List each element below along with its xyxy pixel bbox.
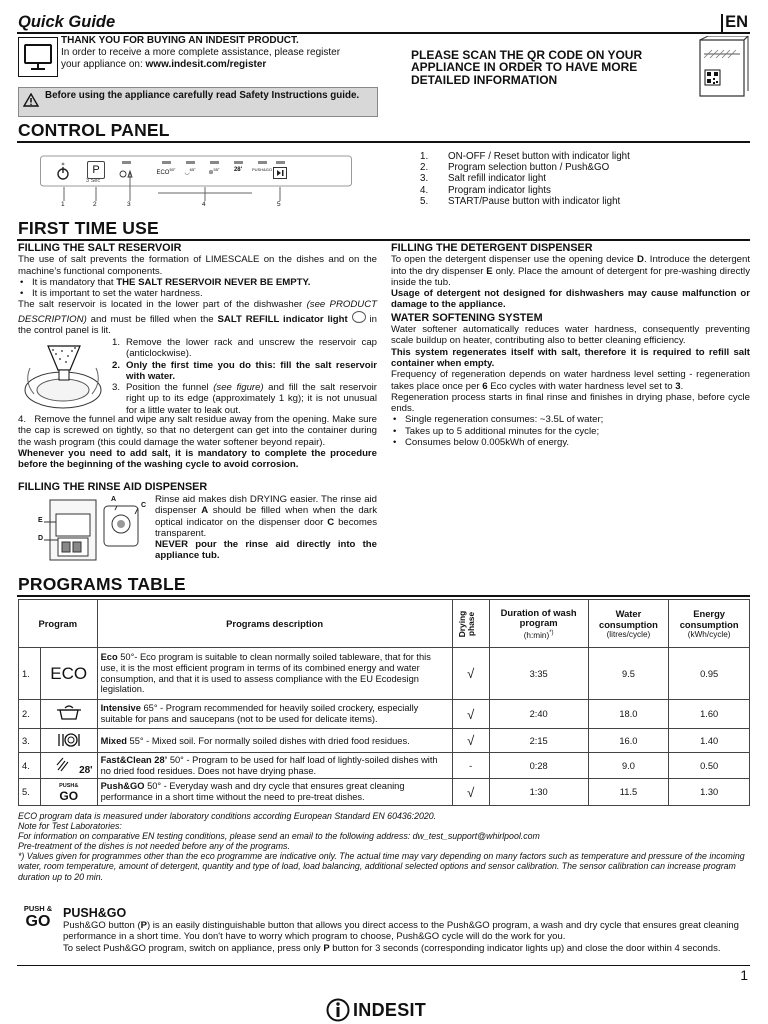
callout-2: 2 (93, 201, 97, 208)
qr-code-icon (694, 36, 750, 98)
row-energy: 1.60 (669, 700, 750, 729)
salt-bullet-1: • It is mandatory that THE SALT RESERVOIR NEVER BE EMPTY. (18, 277, 377, 288)
pushgo-title: PUSH&GO (63, 906, 127, 920)
rinse-section-title-wrap (18, 482, 377, 493)
thanks-block (61, 35, 391, 71)
program-light-intensive (178, 161, 202, 176)
row-description: Push&GO 50° - Everyday wash and dry cycle that ensures great cleaning performance in a short time without the need to pre-treat dishes. (97, 779, 452, 806)
row-drying: - (452, 753, 489, 779)
indesit-logo-icon (326, 998, 350, 1022)
mixed-temp: 55° (213, 167, 220, 172)
softening-bullets (391, 414, 750, 448)
row-water: 18.0 (588, 700, 669, 729)
row-number: 3. (19, 729, 41, 753)
pushgo-mini-label: PUSH&GO (251, 167, 272, 172)
safety-warning (18, 87, 378, 117)
footer-rule (17, 965, 750, 966)
legend-item: 3. Salt refill indicator light (420, 173, 547, 185)
salt-step-4: 4. Remove the funnel and wipe any salt residue away from the opening. Make sure the cap is screwed on tightly, so that no detergent can get into the container during the wash program (this could damage the water softener beyond repair). (18, 414, 378, 448)
safety-warning-text: Before using the appliance carefully read Safety Instructions guide. (45, 90, 360, 101)
softening-title: WATER SOFTENING SYSTEM (391, 311, 543, 324)
register-link[interactable]: www.indesit.com/register (145, 59, 267, 70)
row-description: Intensive 65° - Program recommended for heavily soiled crockery, especially suitable for pans and saucepans (not to be used for delicate items). (97, 700, 452, 729)
row-number: 1. (19, 648, 41, 700)
register-computer-icon (18, 37, 58, 77)
header-rule (17, 32, 750, 34)
power-icon (53, 162, 73, 182)
programs-rule (17, 595, 750, 597)
eco-label: ECO (156, 170, 170, 176)
softening-bold: This system regenerates itself with salt, therefore it is required to refill salt container when empty. (391, 346, 750, 369)
row-energy: 0.95 (669, 648, 750, 700)
col-duration: Duration of wash program (h:min)*) (489, 600, 588, 648)
row-description: Mixed 55° - Mixed soil. For normally soiled dishes with dried food residues. (97, 729, 452, 753)
indesit-logo (326, 997, 426, 1023)
fast-clean-icon: 28' (40, 753, 97, 779)
row-duration: 2:40 (489, 700, 588, 729)
table-row (19, 779, 750, 806)
rinse-never: NEVER pour the rinse aid directly into the appliance tub. (155, 539, 377, 562)
legend-item: 1. ON-OFF / Reset button with indicator light (420, 151, 630, 162)
first-use-title: FIRST TIME USE (18, 218, 159, 238)
start-pause-icon (273, 167, 287, 179)
language-code: EN (725, 13, 748, 31)
row-water: 9.0 (588, 753, 669, 779)
hold-3-sec-label: 3 Sec (86, 178, 101, 184)
detergent-section (391, 243, 750, 448)
col-water: Water consumption (litres/cycle) (588, 600, 669, 648)
col-program: Program (19, 600, 98, 648)
figure-label-c: C (141, 502, 147, 509)
salt-refill-icon (117, 169, 135, 178)
fast-clean-mini: 28' (233, 167, 243, 173)
row-description: Fast&Clean 28’ 50° - Program to be used for half load of lightly-soiled dishes with no dried food residues. Does not have drying phase. (97, 753, 452, 779)
footnote: ECO program data is measured under laboratory conditions according European Standard EN 60436:2020. (18, 811, 437, 821)
salt-location: The salt reservoir is located in the lower part of the dishwasher (see PRODUCT DESCRIPTION) and must be filled when the SALT REFILL indicator light in the control panel is lit. (18, 299, 377, 337)
row-energy: 1.40 (669, 729, 750, 753)
power-button[interactable] (53, 162, 73, 182)
row-number: 4. (19, 753, 41, 779)
program-select-button[interactable]: P (87, 161, 105, 179)
row-drying: √ (452, 700, 489, 729)
softening-text-2: Frequency of regeneration depends on water hardness level setting - regeneration takes place once per 6 Eco cycles with water hardness level set to 3. (391, 369, 750, 392)
row-duration: 2:15 (489, 729, 588, 753)
salt-warning: Whenever you need to add salt, it is mandatory to complete the procedure before the beginning of the washing cycle to avoid corrosion. (18, 447, 377, 471)
table-row (19, 753, 750, 779)
first-use-rule (17, 239, 750, 241)
eco-temp: 50° (169, 167, 176, 172)
control-panel-legend (420, 151, 740, 207)
row-water: 11.5 (588, 779, 669, 806)
salt-step-3: 3. Position the funnel (see figure) and fill the salt reservoir right up to its edge (approximately 1 kg); it is not unusual for a little water to leak out. (112, 382, 377, 416)
program-light-eco (154, 161, 178, 176)
row-duration: 3:35 (489, 648, 588, 700)
rinse-text (155, 494, 377, 562)
salt-bullets (18, 277, 377, 300)
pushgo-instruction: To select Push&GO program, switch on appliance, press only P button for 3 seconds (corresponding indicator lights up) and close the door within 4 seconds. (63, 942, 721, 954)
row-number: 2. (19, 700, 41, 729)
page-title: Quick Guide (18, 13, 116, 31)
legend-item: 5. START/Pause button with indicator light (420, 195, 621, 207)
row-description: Eco 50°- Eco program is suitable to clean normally soiled tableware, that for this use, it is the most efficient program in terms of its combined energy and water consumption, and that it is used to assess compliance with the EU Ecodesign legislation. (97, 648, 452, 700)
control-panel-title: CONTROL PANEL (18, 120, 170, 140)
footnote: Note for Test Laboratories: (18, 821, 122, 832)
plate-icon: ⊚ (208, 170, 214, 176)
intensive-temp: 65° (189, 167, 196, 172)
page-number: 1 (740, 967, 748, 983)
program-light-mixed (202, 161, 226, 176)
col-description: Programs description (97, 600, 452, 648)
detergent-title: FILLING THE DETERGENT DISPENSER (391, 242, 593, 254)
legend-item: 4. Program indicator lights (420, 184, 551, 196)
control-panel-rule (17, 141, 750, 143)
row-drying: √ (452, 729, 489, 753)
rinse-description: Rinse aid makes dish DRYING easier. The rinse aid dispenser A should be filled when when the dark optical indicator on the dispenser door C becomes transparent. (155, 494, 378, 539)
programs-title: PROGRAMS TABLE (18, 574, 186, 594)
salt-bullet-2: • It is important to set the water hardness. (18, 288, 377, 299)
salt-indicator-icon (352, 311, 366, 323)
row-water: 9.5 (588, 648, 669, 700)
table-row (19, 648, 750, 700)
col-energy: Energy consumption (kWh/cycle) (669, 600, 750, 648)
softening-bullet: • Consumes below 0.005kWh of energy. (391, 437, 750, 448)
mixed-plate-cutlery-icon (40, 729, 97, 753)
row-number: 5. (19, 779, 41, 806)
legend-item: 2. Program selection button / Push&GO (420, 162, 610, 174)
pushgo-text (63, 920, 753, 954)
row-drying: √ (452, 779, 489, 806)
register-line (61, 59, 391, 71)
salt-title: FILLING THE SALT RESERVOIR (18, 242, 182, 254)
salt-step-4-block (18, 414, 377, 470)
salt-step-1: 1. Remove the lower rack and unscrew the reservoir cap (anticlockwise). (112, 337, 377, 360)
program-footnotes (18, 811, 750, 882)
qr-instruction: PLEASE SCAN THE QR CODE ON YOUR APPLIANCE IN ORDER TO HAVE MORE DETAILED INFORMATION (411, 48, 643, 87)
row-water: 16.0 (588, 729, 669, 753)
row-drying: √ (452, 648, 489, 700)
program-light-fast (226, 161, 250, 173)
softening-bullet: • Single regeneration consumes: ~3.5L of water; (391, 414, 750, 425)
rinse-aid-figure (38, 494, 150, 564)
footnote: For information on comparative EN testing conditions, please send an email to the following address: dw_test_support@whirlpool.com (18, 831, 540, 842)
register-prefix: your appliance on: (61, 59, 143, 70)
salt-funnel-figure (20, 338, 106, 416)
program-light-pushgo (250, 161, 274, 172)
salt-steps (112, 337, 377, 416)
row-duration: 0:28 (489, 753, 588, 779)
detergent-text: To open the detergent dispenser use the opening device D. Introduce the detergent into the dry dispenser E only. Place the amount of detergent for pre-washing directly inside the tub. (391, 254, 750, 288)
figure-label-a: A (111, 496, 117, 503)
push-go-icon: PUSH& GO (40, 779, 97, 806)
eco-program-icon: ECO (40, 648, 97, 700)
softening-text-1: Water softener automatically reduces water hardness, consequently preventing scale buildup on heater, contributing also to better cleaning efficiency. (391, 324, 750, 347)
programs-table (18, 599, 750, 806)
col-drying: Drying phase (452, 600, 489, 648)
lang-divider (721, 14, 723, 32)
callout-1: 1 (61, 201, 65, 208)
callout-3: 3 (127, 201, 131, 208)
start-pause-button[interactable] (272, 161, 288, 179)
rinse-title: FILLING THE RINSE AID DISPENSER (18, 481, 208, 493)
callout-4: 4 (202, 201, 206, 208)
intensive-pot-icon (40, 700, 97, 729)
footnote: Pre-treatment of the dishes is not needed before any of the programs. (18, 841, 290, 852)
warning-icon (23, 93, 39, 107)
thanks-line: In order to receive a more complete assistance, please register (61, 47, 341, 58)
thanks-title: THANK YOU FOR BUYING AN INDESIT PRODUCT. (61, 35, 299, 46)
row-energy: 0.50 (669, 753, 750, 779)
control-panel-diagram (40, 155, 352, 211)
figure-label-d: D (38, 535, 44, 542)
salt-section (18, 243, 377, 336)
brand-name: INDESIT (353, 999, 427, 1020)
detergent-warning: Usage of detergent not designed for dishwashers may cause malfunction or damage to the appliance. (391, 288, 750, 311)
pushgo-description: Push&GO button (P) is an easily distinguishable button that allows you direct access to the Push&GO program, a wash and dry cycle that ensures great cleaning performance in a short time. You don't have to worry which program to choose, Push&GO cycle will do the work for you. (63, 920, 739, 943)
callout-5: 5 (277, 201, 281, 208)
figure-label-e: E (38, 517, 43, 524)
softening-bullet: • Takes up to 5 additional minutes for the cycle; (391, 426, 750, 437)
footnote: *) Values given for programmes other than the eco programme are indicative only. The actual time may vary depending on many factors such as temperature and pressure of the incoming water, room temperature, amount of detergent, quantity and type of load, load balancing, additional selected options and sensor calibration. The sensor calibration can increase program duration up to 20 min. (18, 851, 745, 882)
salt-step-2: 2. Only the first time you do this: fill the salt reservoir with water. (112, 359, 377, 382)
table-row (19, 700, 750, 729)
table-header-row (19, 600, 750, 648)
softening-text-3: Regeneration process starts in final rinse and finishes in drying phase, before cycle ends. (391, 391, 750, 415)
table-row (19, 729, 750, 753)
pot-icon: ◡ (184, 170, 190, 176)
salt-indicator-light (117, 161, 135, 173)
row-duration: 1:30 (489, 779, 588, 806)
pushgo-logo-icon: PUSH & GO (23, 904, 53, 930)
row-energy: 1.30 (669, 779, 750, 806)
salt-intro: The use of salt prevents the formation of LIMESCALE on the dishes and on the machine’s functional components. (18, 254, 377, 277)
